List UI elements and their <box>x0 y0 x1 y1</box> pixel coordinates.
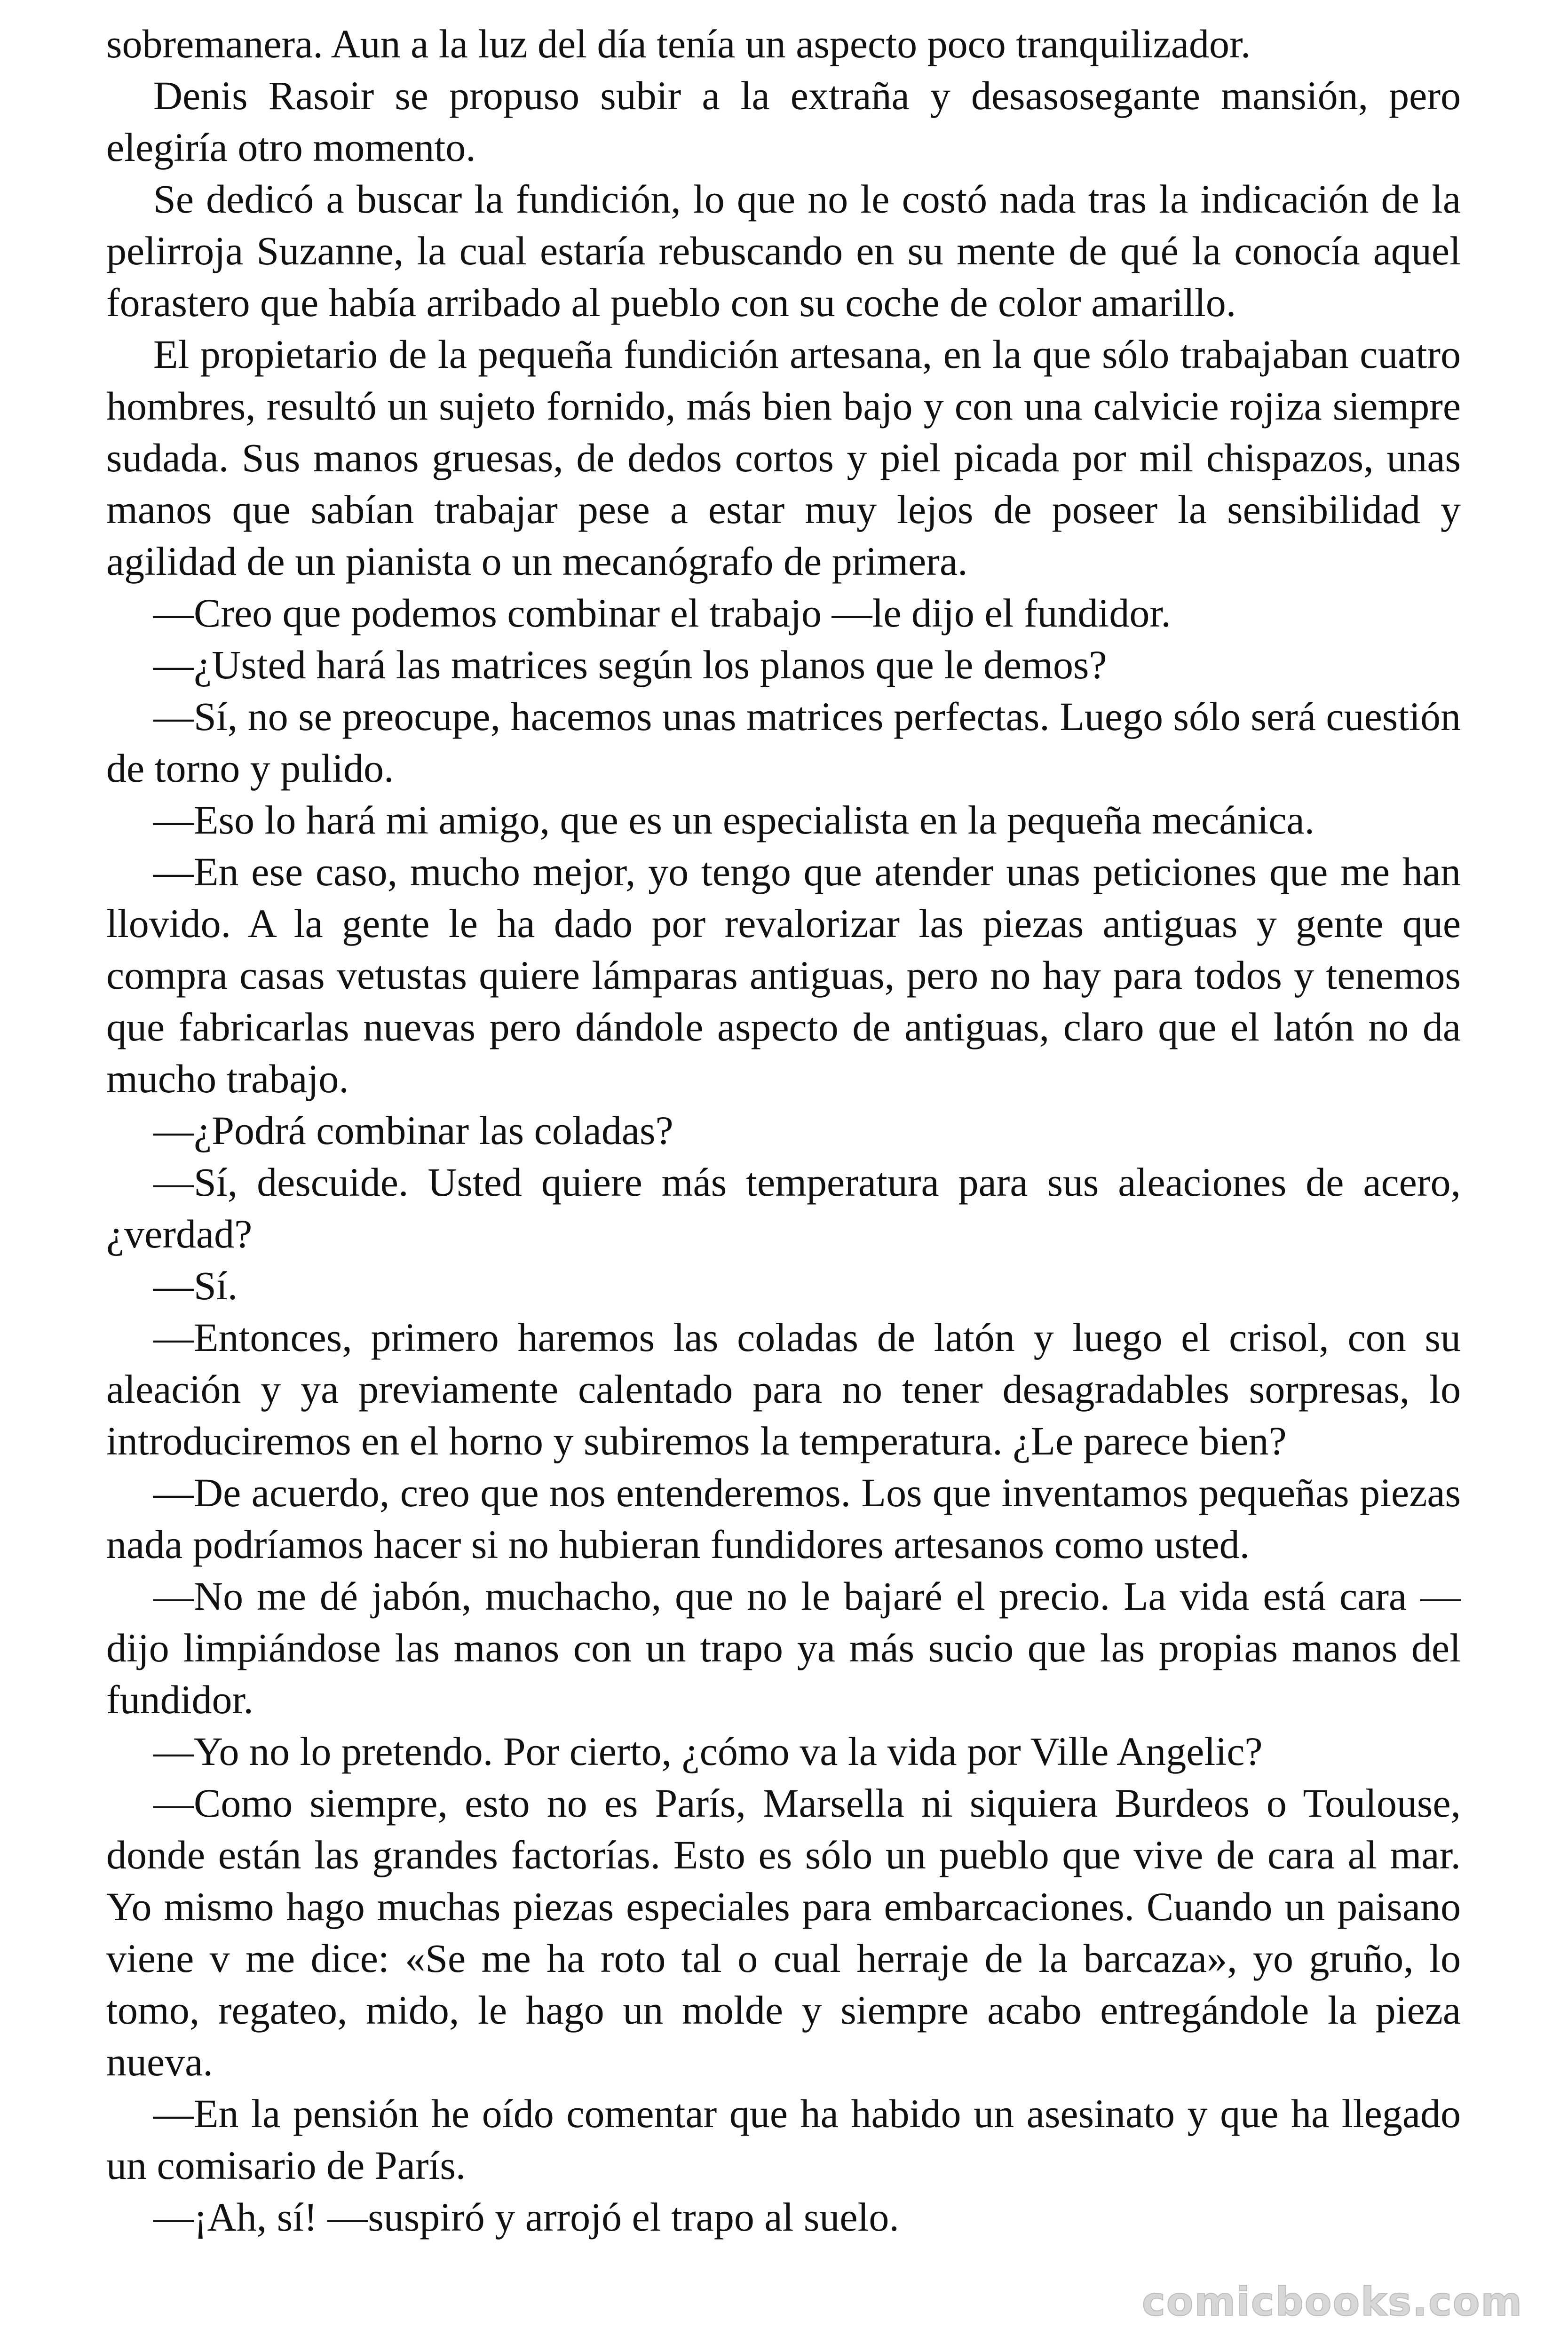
paragraph-15: —No me dé jabón, muchacho, que no le bajaré el precio. La vida está cara —dijo limpiándose las manos con un trapo ya más sucio que las propias manos del fundidor. <box>106 1573 1461 1722</box>
paragraph-2: Denis Rasoir se propuso subir a la extraña y desasosegante mansión, pero elegiría otro momento. <box>106 73 1461 170</box>
paragraph-5: —Creo que podemos combinar el trabajo —le dijo el fundidor. <box>153 590 1171 636</box>
paragraph-11: —Sí, descuide. Usted quiere más temperatura para sus aleaciones de acero, ¿verdad? <box>106 1160 1461 1256</box>
paragraph-18: —En la pensión he oído comentar que ha habido un asesinato y que ha llegado un comisario de París. <box>106 2091 1461 2188</box>
paragraph-16: —Yo no lo pretendo. Por cierto, ¿cómo va la vida por Ville Angelic? <box>153 1729 1263 1774</box>
paragraph-3: Se dedicó a buscar la fundición, lo que no le costó nada tras la indicación de la pelirroja Suzanne, la cual estaría rebuscando en su mente de qué la conocía aquel forastero que había arribado al pueblo con su coche de color amarillo. <box>106 176 1461 325</box>
paragraph-17: —Como siempre, esto no es París, Marsella ni siquiera Burdeos o Toulouse, donde están las grandes factorías. Esto es sólo un pueblo que vive de cara al mar. Yo mismo hago muchas piezas especiales para embarcaciones. Cuando un paisano viene v me dice: «Se me ha roto tal o cual herraje de la barcaza», yo gruño, lo tomo, regateo, mido, le hago un molde y siempre acabo entregándole la pieza nueva. <box>106 1780 1461 2084</box>
paragraph-6: —¿Usted hará las matrices según los planos que le demos? <box>153 642 1107 687</box>
paragraph-13: —Entonces, primero haremos las coladas de latón y luego el crisol, con su aleación y ya previamente calentado para no tener desagradables sorpresas, lo introduciremos en el horno y subiremos la temperatura. ¿Le parece bien? <box>106 1315 1461 1463</box>
watermark: comicbooks.com <box>1142 2279 1523 2325</box>
paragraph-9: —En ese caso, mucho mejor, yo tengo que atender unas peticiones que me han llovido. A la gente le ha dado por revalorizar las piezas antiguas y gente que compra casas vetustas quiere lámparas antiguas, pero no hay para todos y tenemos que fabricarlas nuevas pero dándole aspecto de antiguas, claro que el latón no da mucho trabajo. <box>106 849 1461 1101</box>
paragraph-8: —Eso lo hará mi amigo, que es un especialista en la pequeña mecánica. <box>153 797 1315 842</box>
body-text <box>106 18 1461 2243</box>
paragraph-14: —De acuerdo, creo que nos entenderemos. Los que inventamos pequeñas piezas nada podríamos hacer si no hubieran fundidores artesanos como usted. <box>106 1470 1461 1567</box>
paragraph-12: —Sí. <box>153 1263 238 1308</box>
paragraph-4: El propietario de la pequeña fundición artesana, en la que sólo trabajaban cuatro hombres, resultó un sujeto fornido, más bien bajo y con una calvicie rojiza siempre sudada. Sus manos gruesas, de dedos cortos y piel picada por mil chispazos, unas manos que sabían trabajar pese a estar muy lejos de poseer la sensibilidad y agilidad de un pianista o un mecanógrafo de primera. <box>106 332 1461 584</box>
paragraph-1: sobremanera. Aun a la luz del día tenía un aspecto poco tranquilizador. <box>106 21 1251 66</box>
paragraph-10: —¿Podrá combinar las coladas? <box>153 1108 673 1153</box>
paragraph-7: —Sí, no se preocupe, hacemos unas matrices perfectas. Luego sólo será cuestión de torno y pulido. <box>106 694 1461 791</box>
paragraph-19: —¡Ah, sí! —suspiró y arrojó el trapo al suelo. <box>153 2194 899 2240</box>
